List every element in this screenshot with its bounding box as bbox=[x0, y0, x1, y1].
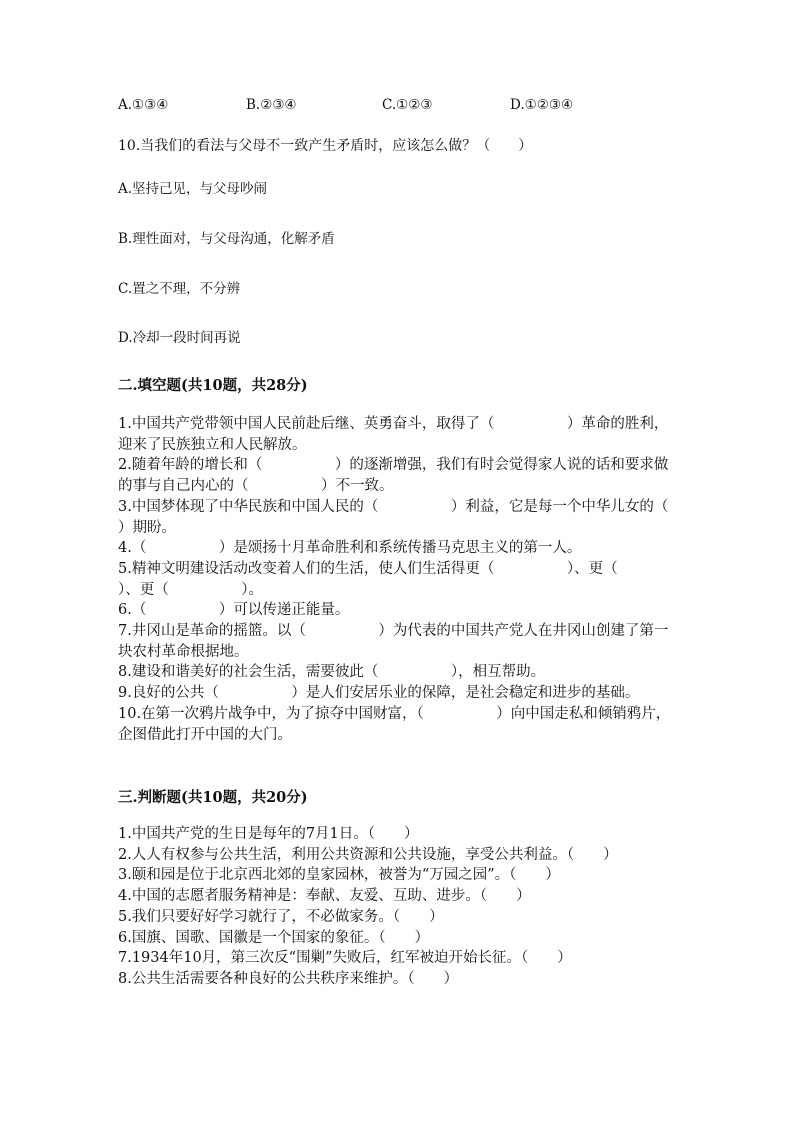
true-false-item: 5.我们只要好好学习就行了，不必做家务。（ ） bbox=[118, 908, 444, 925]
fill-in-item: 8.建设和谐美好的社会生活，需要彼此（ ），相互帮助。 bbox=[118, 664, 546, 681]
q9-option-c: C.①②③ bbox=[382, 97, 433, 113]
true-false-item: 8.公共生活需要各种良好的公共秩序来维护。（ ） bbox=[118, 970, 459, 987]
true-false-list bbox=[118, 824, 674, 990]
fill-in-item: 1.中国共产党带领中国人民前赴后继、英勇奋斗，取得了（ ）革命的胜利，迎来了民族独立和人民解放。 bbox=[118, 416, 669, 453]
q9-option-d: D.①②③④ bbox=[510, 97, 574, 113]
fill-in-item: 6.（ ）可以传递正能量。 bbox=[118, 602, 350, 619]
q9-option-a: A.①③④ bbox=[118, 97, 169, 113]
q10-option-d: D.冷却一段时间再说 bbox=[118, 330, 241, 346]
true-false-item: 1.中国共产党的生日是每年的7月1日。（ ） bbox=[118, 826, 419, 842]
q10-option-c: C.置之不理，不分辨 bbox=[118, 281, 241, 297]
q9-option-b: B.②③④ bbox=[246, 97, 297, 113]
true-false-item: 7.1934年10月，第三次反“围剿”失败后，红军被迫开始长征。（ ） bbox=[118, 950, 572, 967]
section-title-fill-in: 二.填空题(共10题，共28分) bbox=[118, 377, 308, 394]
true-false-item: 4.中国的志愿者服务精神是：奉献、友爱、互助、进步。（ ） bbox=[118, 888, 531, 905]
fill-in-item: 9.良好的公共（ ）是人们安居乐业的保障，是社会稳定和进步的基础。 bbox=[118, 685, 640, 702]
true-false-item: 3.颐和园是位于北京西北郊的皇家园林，被誉为“万园之园”。（ ） bbox=[118, 867, 560, 884]
true-false-item: 6.国旗、国歌、国徽是一个国家的象征。（ ） bbox=[118, 929, 430, 946]
fill-in-list bbox=[118, 414, 741, 745]
q10-option-b: B.理性面对，与父母沟通，化解矛盾 bbox=[118, 231, 335, 247]
q10-stem: 10.当我们的看法与父母不一致产生矛盾时，应该怎么做？（ ） bbox=[118, 138, 533, 154]
fill-in-item: 3.中国梦体现了中华民族和中国人民的（ ）利益，它是每一个中华儿女的（ ）期盼。 bbox=[118, 498, 741, 536]
q9-options bbox=[118, 97, 678, 119]
fill-in-item: 5.精神文明建设活动改变着人们的生活，使人们生活得更（ ）、更（ ）、更（ ）。 bbox=[118, 560, 691, 598]
fill-in-item: 2.随着年龄的增长和（ ）的逐渐增强，我们有时会觉得家人说的话和要求做的事与自己内心的（ ）不一致。 bbox=[118, 457, 669, 495]
true-false-item: 2.人人有权参与公共生活，利用公共资源和公共设施，享受公共利益。（ ） bbox=[118, 846, 618, 863]
fill-in-item: 4.（ ）是颂扬十月革命胜利和系统传播马克思主义的第一人。 bbox=[118, 540, 582, 557]
fill-in-item: 7.井冈山是革命的摇篮。以（ ）为代表的中国共产党人在井冈山创建了第一块农村革命根据地。 bbox=[118, 623, 669, 660]
section-title-true-false: 三.判断题(共10题，共20分) bbox=[118, 789, 308, 806]
q10-option-a: A.坚持己见，与父母吵闹 bbox=[118, 181, 268, 197]
fill-in-item: 10.在第一次鸦片战争中，为了掠夺中国财富，（ ）向中国走私和倾销鸦片，企图借此打开中国的大门。 bbox=[118, 705, 671, 743]
